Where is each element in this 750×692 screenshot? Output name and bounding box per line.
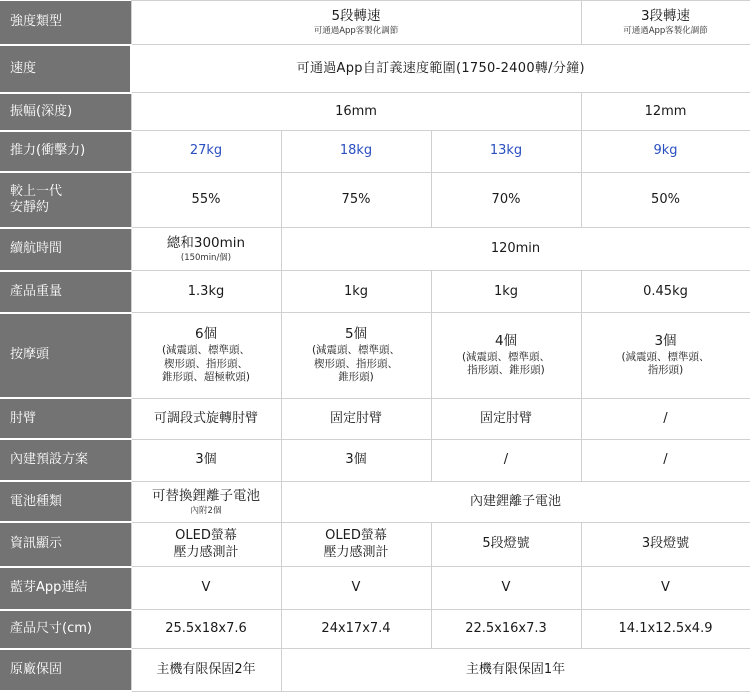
row-arm bbox=[0, 398, 750, 439]
heads-3-count: 4個 bbox=[494, 332, 518, 349]
row-force bbox=[0, 131, 750, 172]
row-presets bbox=[0, 439, 750, 481]
bluetooth-2: V bbox=[281, 567, 431, 610]
heads-1-count: 6個 bbox=[194, 326, 218, 343]
label-battery-time: 續航時間 bbox=[0, 228, 131, 271]
row-speed bbox=[0, 45, 750, 93]
presets-4: / bbox=[581, 439, 750, 481]
row-size bbox=[0, 610, 750, 649]
battery-time-b: 120min bbox=[281, 228, 750, 271]
arm-1: 可調段式旋轉肘臂 bbox=[131, 398, 281, 439]
row-strength bbox=[0, 1, 750, 45]
label-display: 資訊顯示 bbox=[0, 522, 131, 566]
display-4: 3段燈號 bbox=[581, 522, 750, 566]
arm-4: / bbox=[581, 398, 750, 439]
bluetooth-4: V bbox=[581, 567, 750, 610]
label-force: 推力(衝擊力) bbox=[0, 131, 131, 172]
display-3: 5段燈號 bbox=[431, 522, 581, 566]
battery-type-a bbox=[131, 481, 281, 522]
row-battery-time bbox=[0, 228, 750, 271]
battery-type-b: 內建鋰離子電池 bbox=[281, 481, 750, 522]
heads-4 bbox=[581, 313, 750, 398]
weight-4: 0.45kg bbox=[581, 271, 750, 313]
label-strength: 強度類型 bbox=[0, 1, 131, 45]
heads-4-detail: (減震頭、標準頭、 指形頭) bbox=[621, 350, 710, 377]
battery-type-a-main: 可替換鋰離子電池 bbox=[152, 487, 260, 504]
label-bluetooth: 藍芽App連結 bbox=[0, 567, 131, 610]
quiet-1: 55% bbox=[131, 172, 281, 227]
heads-2-count: 5個 bbox=[344, 326, 368, 343]
heads-1-detail: (減震頭、標準頭、 楔形頭、指形頭、 錐形頭、超極軟頭) bbox=[161, 343, 251, 384]
label-weight: 產品重量 bbox=[0, 271, 131, 313]
amplitude-a: 16mm bbox=[131, 93, 581, 131]
size-2: 24x17x7.4 bbox=[281, 610, 431, 649]
speed-value: 可通過App自訂義速度範圍(1750-2400轉/分鐘) bbox=[131, 45, 750, 93]
force-3: 13kg bbox=[431, 131, 581, 172]
force-2: 18kg bbox=[281, 131, 431, 172]
quiet-4: 50% bbox=[581, 172, 750, 227]
force-1: 27kg bbox=[131, 131, 281, 172]
arm-2: 固定肘臂 bbox=[281, 398, 431, 439]
label-warranty: 原廠保固 bbox=[0, 649, 131, 691]
heads-3 bbox=[431, 313, 581, 398]
strength-5speed bbox=[131, 1, 581, 45]
bluetooth-3: V bbox=[431, 567, 581, 610]
presets-1: 3個 bbox=[131, 439, 281, 481]
heads-1 bbox=[131, 313, 281, 398]
strength-3speed-sub: 可通過App客製化調節 bbox=[623, 26, 708, 37]
battery-time-a-main: 總和300min bbox=[166, 234, 246, 251]
size-1: 25.5x18x7.6 bbox=[131, 610, 281, 649]
bluetooth-1: V bbox=[131, 567, 281, 610]
row-weight bbox=[0, 271, 750, 313]
heads-4-count: 3個 bbox=[654, 332, 677, 349]
strength-5speed-sub: 可通過App客製化調節 bbox=[313, 26, 399, 37]
heads-2 bbox=[281, 313, 431, 398]
size-3: 22.5x16x7.3 bbox=[431, 610, 581, 649]
warranty-a: 主機有限保固2年 bbox=[131, 649, 281, 691]
label-speed: 速度 bbox=[0, 45, 131, 93]
force-4: 9kg bbox=[581, 131, 750, 172]
weight-2: 1kg bbox=[281, 271, 431, 313]
row-display bbox=[0, 522, 750, 566]
label-quiet: 較上一代 安靜約 bbox=[0, 172, 131, 227]
battery-time-a bbox=[131, 228, 281, 271]
strength-3speed-main: 3段轉速 bbox=[640, 8, 691, 25]
row-quiet bbox=[0, 172, 750, 227]
label-arm: 肘臂 bbox=[0, 398, 131, 439]
quiet-3: 70% bbox=[431, 172, 581, 227]
quiet-2: 75% bbox=[281, 172, 431, 227]
arm-3: 固定肘臂 bbox=[431, 398, 581, 439]
label-heads: 按摩頭 bbox=[0, 313, 131, 398]
presets-2: 3個 bbox=[281, 439, 431, 481]
heads-3-detail: (減震頭、標準頭、 指形頭、錐形頭) bbox=[461, 350, 551, 377]
strength-5speed-main: 5段轉速 bbox=[331, 8, 381, 25]
row-battery-type bbox=[0, 481, 750, 522]
label-battery-type: 電池種類 bbox=[0, 481, 131, 522]
battery-type-a-sub: 內附2個 bbox=[190, 505, 222, 516]
strength-3speed bbox=[581, 1, 750, 45]
row-amplitude bbox=[0, 93, 750, 131]
display-1: OLED螢幕 壓力感測計 bbox=[131, 522, 281, 566]
weight-3: 1kg bbox=[431, 271, 581, 313]
amplitude-b: 12mm bbox=[581, 93, 750, 131]
heads-2-detail: (減震頭、標準頭、 楔形頭、指形頭、 錐形頭) bbox=[311, 343, 401, 384]
display-2: OLED螢幕 壓力感測計 bbox=[281, 522, 431, 566]
size-4: 14.1x12.5x4.9 bbox=[581, 610, 750, 649]
row-heads bbox=[0, 313, 750, 398]
label-presets: 內建預設方案 bbox=[0, 439, 131, 481]
warranty-b: 主機有限保固1年 bbox=[281, 649, 750, 691]
row-bluetooth bbox=[0, 567, 750, 610]
label-size: 產品尺寸(cm) bbox=[0, 610, 131, 649]
row-warranty bbox=[0, 649, 750, 691]
presets-3: / bbox=[431, 439, 581, 481]
battery-time-a-sub: (150min/個) bbox=[180, 252, 232, 263]
label-amplitude: 振幅(深度) bbox=[0, 93, 131, 131]
weight-1: 1.3kg bbox=[131, 271, 281, 313]
